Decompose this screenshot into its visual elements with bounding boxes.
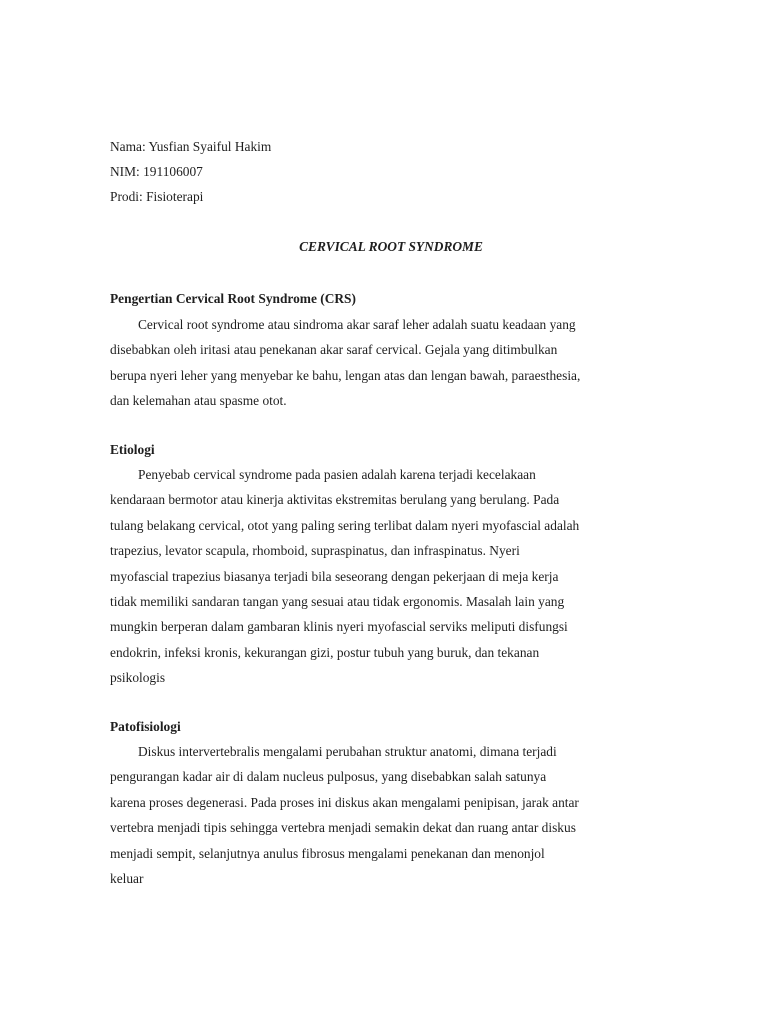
section-heading-etiologi: Etiologi — [110, 442, 155, 457]
section-heading-pengertian: Pengertian Cervical Root Syndrome (CRS) — [110, 291, 356, 306]
paragraph-line: tulang belakang cervical, otot yang paling sering terlibat dalam nyeri myofascial adalah — [110, 517, 580, 533]
paragraph-line: Cervical root syndrome atau sindroma akar saraf leher adalah suatu keadaan yang — [138, 317, 576, 332]
paragraph-line: berupa nyeri leher yang menyebar ke bahu, lengan atas dan lengan bawah, paraesthesia, — [110, 367, 581, 383]
section-heading-patofisiologi: Patofisiologi — [110, 719, 181, 734]
paragraph-line: karena proses degenerasi. Pada proses ini diskus akan mengalami penipisan, jarak antar — [110, 794, 579, 810]
paragraph-line: Penyebab cervical syndrome pada pasien adalah karena terjadi kecelakaan — [138, 467, 536, 482]
paragraph-line: kendaraan bermotor atau kinerja aktivitas ekstremitas berulang yang berulang. Pada — [110, 492, 560, 508]
paragraph-line: tidak memiliki sandaran tangan yang sesuai atau tidak ergonomis. Masalah lain yang — [110, 593, 565, 609]
document-title: CERVICAL ROOT SYNDROME — [299, 239, 483, 254]
paragraph-line: disebabkan oleh iritasi atau penekanan akar saraf cervical. Gejala yang ditimbulkan — [110, 342, 558, 358]
paragraph-line: vertebra menjadi tipis sehingga vertebra menjadi semakin dekat dan ruang antar diskus — [110, 820, 576, 836]
section-paragraph-etiologi — [110, 462, 658, 691]
paragraph-line: keluar — [110, 870, 144, 886]
paragraph-line: menjadi sempit, selanjutnya anulus fibrosus mengalami penekanan dan menonjol — [110, 845, 545, 861]
student-prodi: Prodi: Fisioterapi — [110, 189, 204, 204]
paragraph-line: psikologis — [110, 670, 166, 686]
paragraph-line: myofascial trapezius biasanya terjadi bila seseorang dengan pekerjaan di meja kerja — [110, 568, 559, 584]
student-nim: NIM: 191106007 — [110, 164, 203, 179]
section-paragraph-patofisiologi — [110, 739, 658, 891]
student-name: Nama: Yusfian Syaiful Hakim — [110, 139, 272, 154]
section-paragraph-pengertian — [110, 312, 658, 414]
paragraph-line: endokrin, infeksi kronis, kekurangan gizi, postur tubuh yang buruk, dan tekanan — [110, 644, 540, 660]
paragraph-line: dan kelemahan atau spasme otot. — [110, 393, 287, 409]
paragraph-line: pengurangan kadar air di dalam nucleus pulposus, yang disebabkan salah satunya — [110, 769, 547, 785]
paragraph-line: trapezius, levator scapula, rhomboid, supraspinatus, dan infraspinatus. Nyeri — [110, 543, 520, 559]
paragraph-line: Diskus intervertebralis mengalami perubahan struktur anatomi, dimana terjadi — [138, 744, 557, 759]
paragraph-line: mungkin berperan dalam gambaran klinis nyeri myofascial serviks meliputi disfungsi — [110, 619, 568, 635]
